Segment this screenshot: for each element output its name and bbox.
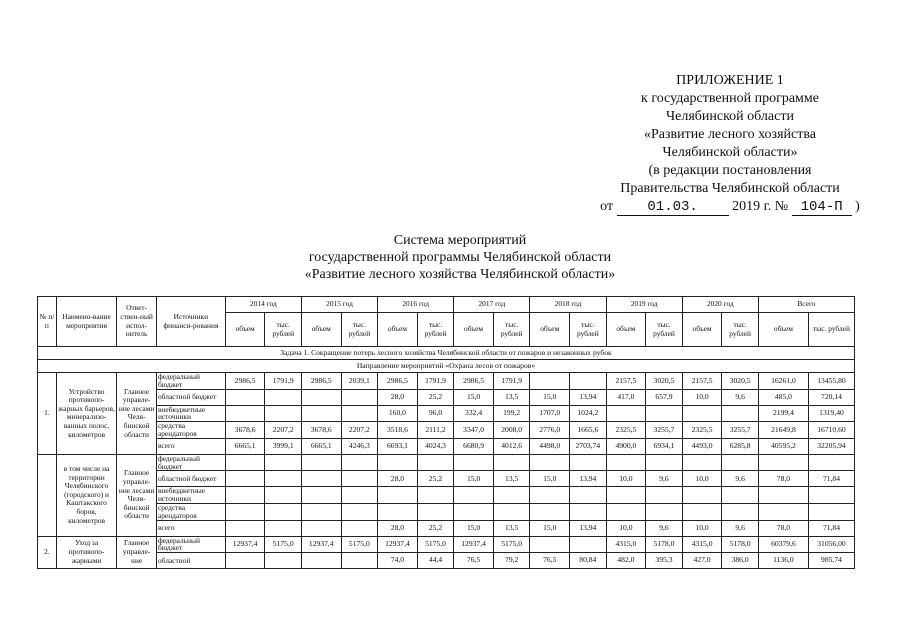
cell-volume: 16261,0 [758,373,808,390]
cell-rub: 657,9 [646,389,683,405]
cell-volume: 4315,0 [606,536,646,553]
table-row [38,373,855,390]
header-source: Источники финанси-рования [156,297,225,347]
cell-rub [341,471,378,487]
subheader-volume: объем [225,313,265,347]
row-number: 2. [38,536,57,569]
cell-volume [530,454,570,471]
cell-rub [341,520,378,536]
cell-volume [301,503,341,520]
cell-rub: 13,5 [493,389,530,405]
cell-rub [570,536,607,553]
cell-rub [808,487,854,504]
cell-volume: 4498,0 [530,438,570,454]
subheader-rub: тыс. рублей [570,313,607,347]
responsible-executor: Главное управле-ние лесами Челя-бинской области [117,454,157,536]
cell-rub: 3255,7 [646,422,683,439]
cell-volume: 485,0 [758,389,808,405]
cell-volume [606,454,646,471]
cell-volume: 6665,1 [225,438,265,454]
cell-volume [301,471,341,487]
title-line: Система мероприятий [393,233,527,248]
header-name: Наимено-вание мероприятия [56,297,117,347]
cell-volume [301,389,341,405]
cell-volume: 6693,1 [378,438,418,454]
table-row [38,553,855,569]
cell-volume: 2986,5 [454,373,494,390]
table-row [38,520,855,536]
cell-volume [301,454,341,471]
cell-rub [265,503,302,520]
measure-name: Уход за противопо-жарными [56,536,117,569]
cell-rub: 3020,5 [722,373,759,390]
table-row [38,454,855,471]
cell-volume: 1136,0 [758,553,808,569]
cell-rub: 720,14 [808,389,854,405]
cell-volume: 15,0 [454,471,494,487]
cell-rub: 79,2 [493,553,530,569]
cell-rub: 25,2 [417,520,454,536]
funding-source: средства арендаторов [156,422,225,439]
from-label: от [600,199,614,214]
cell-rub: 80,84 [570,553,607,569]
cell-volume: 2325,5 [682,422,722,439]
cell-rub: 9,6 [722,389,759,405]
cell-volume [530,536,570,553]
cell-volume: 78,0 [758,471,808,487]
cell-volume [378,503,418,520]
cell-volume [301,520,341,536]
table-row [38,536,855,553]
cell-volume: 2986,5 [225,373,265,390]
responsible-executor: Главное управле-ние лесами Челя-бинской области [117,373,157,455]
cell-volume [225,553,265,569]
cell-rub [417,487,454,504]
subheader-rub: тыс. рублей [646,313,683,347]
funding-source: областной бюджет [156,389,225,405]
cell-rub: 4012,6 [493,438,530,454]
cell-volume [530,373,570,390]
cell-volume [301,553,341,569]
cell-rub: 71,84 [808,520,854,536]
resolution-line [560,198,900,216]
cell-volume [606,405,646,422]
funding-source: областной бюджет [156,471,225,487]
cell-rub: 13,94 [570,471,607,487]
cell-volume: 76,5 [530,553,570,569]
cell-volume [682,503,722,520]
table-row [38,487,855,504]
cell-volume: 15,0 [530,389,570,405]
cell-rub: 9,6 [722,471,759,487]
cell-rub: 4024,3 [417,438,454,454]
resolution-date: 01.03. [617,200,729,216]
cell-rub: 3020,5 [646,373,683,390]
appendix-title: ПРИЛОЖЕНИЕ 1 [676,73,784,88]
cell-volume: 12937,4 [225,536,265,553]
cell-rub [341,503,378,520]
subheader-rub: тыс. рублей [493,313,530,347]
cell-volume: 12937,4 [454,536,494,553]
row-number: 1. [38,373,57,455]
table-row [38,471,855,487]
cell-volume [454,487,494,504]
cell-volume [225,405,265,422]
cell-volume: 15,0 [530,471,570,487]
subheader-volume: объем [454,313,494,347]
cell-volume: 417,0 [606,389,646,405]
header-year: 2015 год [301,297,377,313]
cell-rub: 9,6 [646,520,683,536]
cell-volume [758,487,808,504]
cell-rub: 985,74 [808,553,854,569]
cell-volume: 1707,0 [530,405,570,422]
cell-volume [225,389,265,405]
document-title [220,232,700,283]
cell-rub [265,389,302,405]
table-row [38,438,855,454]
cell-rub: 1791,9 [265,373,302,390]
cell-rub [722,503,759,520]
subheader-rub: тыс. рублей [417,313,454,347]
funding-source: внебюджетные источники [156,405,225,422]
close-paren: ) [855,199,860,214]
cell-rub: 6934,1 [646,438,683,454]
cell-rub [646,487,683,504]
cell-volume [530,503,570,520]
cell-rub: 25,2 [417,389,454,405]
cell-rub: 386,0 [722,553,759,569]
cell-rub: 6285,8 [722,438,759,454]
cell-rub: 13,5 [493,471,530,487]
cell-rub [493,487,530,504]
subheader-rub: тыс. рублей [265,313,302,347]
subheader-volume: объем [758,313,808,347]
year-text: 2019 г. № [732,199,789,214]
header-year: 2019 год [606,297,682,313]
cell-rub: 13,94 [570,520,607,536]
cell-rub: 2039,1 [341,373,378,390]
cell-volume: 6665,1 [301,438,341,454]
cell-rub [570,373,607,390]
cell-volume [301,487,341,504]
cell-rub: 25,2 [417,471,454,487]
cell-volume: 40595,2 [758,438,808,454]
cell-volume [378,487,418,504]
cell-volume: 15,0 [530,520,570,536]
header-total: Всего [758,297,854,313]
cell-rub [265,553,302,569]
cell-rub: 1319,40 [808,405,854,422]
cell-volume [301,405,341,422]
subheader-volume: объем [301,313,341,347]
cell-volume: 4315,0 [682,536,722,553]
cell-rub: 5178,0 [646,536,683,553]
cell-rub: 1024,2 [570,405,607,422]
cell-volume [758,454,808,471]
cell-rub: 3255,7 [722,422,759,439]
cell-rub [265,471,302,487]
cell-volume [225,454,265,471]
cell-rub [722,405,759,422]
cell-rub: 13455,80 [808,373,854,390]
cell-volume [378,454,418,471]
cell-volume: 28,0 [378,520,418,536]
cell-volume: 12937,4 [301,536,341,553]
header-year: 2016 год [378,297,454,313]
subheader-rub: тыс. рублей [341,313,378,347]
cell-volume [606,503,646,520]
cell-volume [225,471,265,487]
funding-source: федеральный бюджет [156,536,225,553]
cell-rub: 5178,0 [722,536,759,553]
cell-volume: 4900,0 [606,438,646,454]
cell-volume: 2157,5 [682,373,722,390]
cell-rub [341,405,378,422]
funding-source: внебюджетные источники [156,487,225,504]
cell-volume: 12937,4 [378,536,418,553]
cell-rub: 2111,2 [417,422,454,439]
funding-source: средства арендаторов [156,503,225,520]
cell-rub [265,454,302,471]
cell-rub: 4246,3 [341,438,378,454]
funding-source: федеральный бюджет [156,454,225,471]
cell-volume [758,503,808,520]
measures-table [37,296,855,569]
cell-volume: 6680,9 [454,438,494,454]
cell-rub [341,487,378,504]
cell-volume: 15,0 [454,520,494,536]
cell-volume: 2986,5 [378,373,418,390]
cell-volume: 2776,0 [530,422,570,439]
cell-rub: 5175,0 [417,536,454,553]
direction-row: Направление мероприятий «Охрана лесов от пожаров» [38,360,855,373]
cell-rub: 395,3 [646,553,683,569]
cell-rub: 2207,2 [265,422,302,439]
cell-rub [265,520,302,536]
cell-volume: 76,5 [454,553,494,569]
row-number [38,454,57,536]
cell-volume [530,487,570,504]
cell-volume [454,454,494,471]
measure-name: Устройство противопо-жарных барьеров, минерализо-ванных полос, километров [56,373,117,455]
cell-rub: 9,6 [646,471,683,487]
header-year: 2018 год [530,297,606,313]
table-row [38,422,855,439]
table-row [38,503,855,520]
cell-rub [808,454,854,471]
cell-volume: 15,0 [454,389,494,405]
cell-volume [682,405,722,422]
cell-rub [493,503,530,520]
cell-volume: 3678,6 [225,422,265,439]
cell-volume: 10,0 [606,471,646,487]
cell-rub: 71,84 [808,471,854,487]
cell-volume: 3347,0 [454,422,494,439]
cell-volume: 10,0 [606,520,646,536]
cell-rub: 5175,0 [493,536,530,553]
cell-rub [493,454,530,471]
subheader-rub: тыс. рублей [808,313,854,347]
header-no: № п/п [38,297,57,347]
table-row [38,389,855,405]
cell-volume: 4493,0 [682,438,722,454]
subheader-volume: объем [682,313,722,347]
cell-volume: 28,0 [378,471,418,487]
header-responsible: Ответ-ствен-ный испол-нитель [117,297,157,347]
cell-rub [265,487,302,504]
cell-rub: 2703,74 [570,438,607,454]
cell-volume: 332,4 [454,405,494,422]
cell-volume: 28,0 [378,389,418,405]
cell-volume: 74,0 [378,553,418,569]
subheader-volume: объем [606,313,646,347]
title-line: «Развитие лесного хозяйства Челябинской области» [304,267,616,282]
cell-rub: 13,5 [493,520,530,536]
cell-rub [417,503,454,520]
cell-rub: 199,2 [493,405,530,422]
cell-rub: 5175,0 [341,536,378,553]
title-line: государственной программы Челябинской области [308,250,612,265]
cell-volume [682,454,722,471]
cell-volume: 10,0 [682,520,722,536]
cell-rub [722,487,759,504]
cell-rub: 1791,9 [493,373,530,390]
cell-rub [570,503,607,520]
subheader-rub: тыс. рублей [722,313,759,347]
appendix-line: Челябинской области [666,109,794,124]
cell-rub: 31056,00 [808,536,854,553]
cell-volume: 3518,6 [378,422,418,439]
cell-rub: 9,6 [722,520,759,536]
cell-rub [341,389,378,405]
resolution-number: 104-П [792,200,852,216]
cell-volume: 2986,5 [301,373,341,390]
cell-volume: 3678,6 [301,422,341,439]
cell-volume: 427,0 [682,553,722,569]
cell-rub [341,454,378,471]
cell-volume: 2325,5 [606,422,646,439]
cell-rub: 2207,2 [341,422,378,439]
appendix-line: к государственной программе [641,91,819,106]
cell-rub [265,405,302,422]
cell-rub: 1791,9 [417,373,454,390]
measure-name: в том числе на территории Челябинского (городского) и Каштакского боров, километров [56,454,117,536]
cell-rub [646,405,683,422]
header-year: 2020 год [682,297,758,313]
appendix-block [560,72,900,216]
cell-rub: 96,0 [417,405,454,422]
appendix-line: (в редакции постановления [648,163,812,178]
cell-volume [682,487,722,504]
subheader-volume: объем [378,313,418,347]
cell-rub: 5175,0 [265,536,302,553]
funding-source: федеральный бюджет [156,373,225,390]
cell-rub: 13,94 [570,389,607,405]
cell-volume: 160,0 [378,405,418,422]
appendix-line: Правительства Челябинской области [620,181,840,196]
cell-rub [341,553,378,569]
cell-volume: 482,0 [606,553,646,569]
cell-rub [646,454,683,471]
appendix-line: «Развитие лесного хозяйства [643,127,816,142]
cell-rub: 2008,0 [493,422,530,439]
responsible-executor: Главное управле-ние [117,536,157,569]
appendix-line: Челябинской области» [662,145,798,160]
task-row: Задача 1. Сокращение потерь лесного хозяйства Челябинской области от пожаров и незаконных рубок [38,347,855,360]
cell-volume: 2157,5 [606,373,646,390]
funding-source: областной [156,553,225,569]
cell-volume: 60379,6 [758,536,808,553]
cell-rub [646,503,683,520]
cell-volume: 10,0 [682,389,722,405]
cell-volume: 2199,4 [758,405,808,422]
cell-volume [225,487,265,504]
subheader-volume: объем [530,313,570,347]
cell-volume: 10,0 [682,471,722,487]
cell-rub: 44,4 [417,553,454,569]
cell-rub: 3999,1 [265,438,302,454]
cell-rub [570,454,607,471]
cell-rub [722,454,759,471]
cell-volume [225,520,265,536]
funding-source: всего [156,438,225,454]
header-year: 2014 год [225,297,301,313]
cell-rub [570,487,607,504]
cell-volume [225,503,265,520]
cell-volume [606,487,646,504]
cell-volume: 78,0 [758,520,808,536]
cell-volume [454,503,494,520]
cell-rub: 1665,6 [570,422,607,439]
funding-source: всего [156,520,225,536]
cell-rub: 32205,94 [808,438,854,454]
table-row [38,405,855,422]
cell-rub: 16710,60 [808,422,854,439]
cell-rub [808,503,854,520]
header-year: 2017 год [454,297,530,313]
cell-volume: 21649,8 [758,422,808,439]
cell-rub [417,454,454,471]
